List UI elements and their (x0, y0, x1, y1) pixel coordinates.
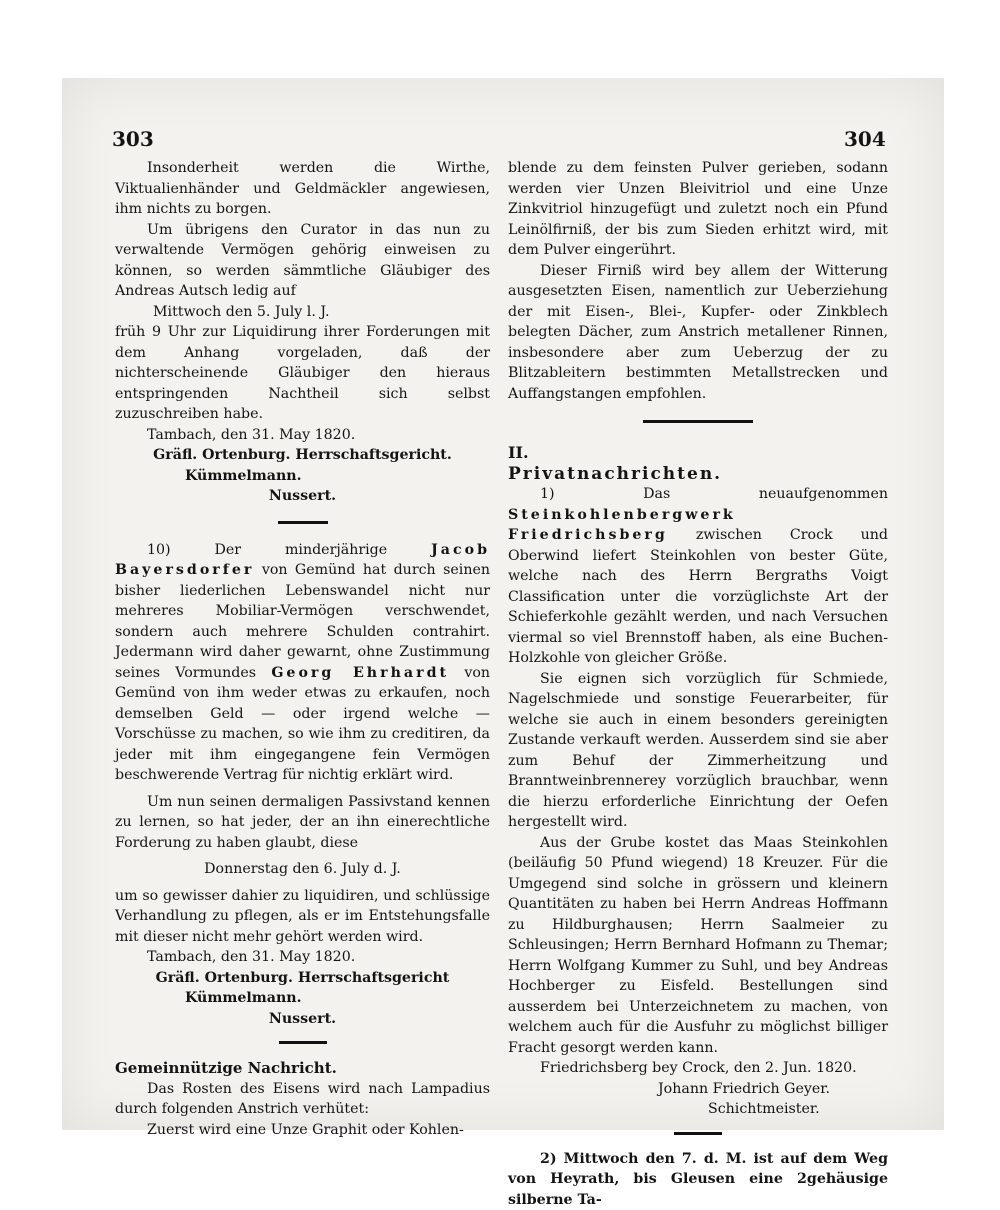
page-number-right: 304 (844, 127, 886, 151)
notice-10-text-2: von Gemünd von ihm weder etwas zu erkaufen, noch demselben Geld — oder irgend welche — Vorschüsse zu machen, so wie ihm zu creditiren, da jeder mit ihm eingegangene fein Vermögen beschwerende Vertrag für nichtig erklärt wird. (115, 665, 490, 784)
left-place-date-1: Tambach, den 31. May 1820. (115, 425, 490, 446)
right-paragraph-2: Dieser Firniß wird bey allem der Witterung ausgesetzten Eisen, namentlich zur Ueberziehung der mit Eisen-, Blei-, Kupfer- oder Zinkblech belegten Dächer, zum Anstrich metallener Rinnen, insbesondere aber zum Ueberzug der zu Blitzableitern bestimmten Metallstrecken und Auffangstangen empfohlen. (508, 261, 888, 405)
notice-10-text: von Gemünd hat durch seinen bisher liederlichen Lebenswandel nicht nur mehreres Mobiliar-Vermögen verschwendet, sondern auch mehrere Schulden contrahirt. Jedermann wird daher gewarnt, ohne Zustimmung seines Vormundes (115, 562, 490, 681)
left-date-2: Donnerstag den 6. July d. J. (115, 859, 490, 880)
left-signature-1b: Nussert. (115, 486, 490, 507)
notice-1-text: zwischen Crock und Oberwind liefert Steinkohlen von bester Güte, welche nach des Herrn Bergraths Voigt Classification unter die vorzüglichste Art der Schieferkohle gezählt werden, und nach Versuchen viermal so viel Brennstoff haben, als eine Buchen-Holzkohle von gleicher Größe. (508, 527, 888, 666)
notice-10-guardian-name: Georg Ehrhardt (271, 665, 449, 681)
left-paragraph-5: um so gewisser dahier zu liquidiren, und schlüssige Verhandlung zu pflegen, als er im Entstehungsfalle mit dieser nicht mehr gehört werden wird. (115, 886, 490, 948)
divider-rule (279, 1041, 327, 1044)
right-signer-title: Schichtmeister. (508, 1099, 888, 1120)
divider-rule (674, 1132, 722, 1135)
left-signature-2a: Kümmelmann. (115, 988, 490, 1009)
right-place-date: Friedrichsberg bey Crock, den 2. Jun. 1820. (508, 1058, 888, 1079)
left-signature-2b: Nussert. (115, 1009, 490, 1030)
divider-rule (278, 521, 328, 524)
right-column (508, 158, 888, 1210)
notice-10 (115, 540, 490, 786)
gemeinnuetzige-paragraph-1: Das Rosten des Eisens wird nach Lampadius durch folgenden Anstrich verhütet: (115, 1079, 490, 1120)
left-signature-1a: Kümmelmann. (115, 466, 490, 487)
section-number: II. (508, 443, 888, 464)
left-column (115, 158, 490, 1140)
notice-10-prefix: 10) Der minderjährige (147, 542, 387, 558)
right-paragraph-3: Sie eignen sich vorzüglich für Schmiede, Nagelschmiede und sonstige Feuerarbeiter, für welche sie auch in einem besonders gereinigten Zustande verkauft werden. Ausserdem sind sie aber zum Behuf der Zimmerheitzung und Branntweinbrennerey vorzüglich brauchbar, wenn die hierzu erforderliche Einrichtung der Oefen hergestellt wird. (508, 669, 888, 833)
left-paragraph-2: Um übrigens den Curator in das nun zu verwaltende Vermögen gehörig einweisen zu können, so werden sämmtliche Gläubiger des Andreas Autsch ledig auf (115, 220, 490, 302)
notice-10-name: Jacob Bayersdorfer (115, 542, 490, 579)
notice-2: 2) Mittwoch den 7. d. M. ist auf dem Weg von Heyrath, bis Gleusen eine 2gehäusige silberne Ta- (508, 1149, 888, 1210)
left-paragraph-1: Insonderheit werden die Wirthe, Viktualienhänder und Geldmäckler angewiesen, ihm nichts zu borgen. (115, 158, 490, 220)
notice-1-mine-name: Steinkohlenbergwerk Friedrichsberg (508, 507, 736, 544)
right-paragraph-4: Aus der Grube kostet das Maas Steinkohlen (beiläufig 50 Pfund wiegend) 18 Kreuzer. Für die Umgegend sind solche in grössern und kleinern Quantitäten zu haben bei Herrn Andreas Hoffmann zu Hildburghausen; Herrn Saalmeier zu Schleusingen; Herrn Bernhard Hofmann zu Themar; Herrn Wolfgang Kummer zu Suhl, und bey Andreas Hochberger zu Eisfeld. Bestellungen sind ausserdem bei Unterzeichnetem zu machen, von welchem auch für die Ausfuhr zu möglichst billiger Fracht gesorgt werden kann. (508, 833, 888, 1059)
section-divider-rule (643, 420, 753, 423)
right-signer-name: Johann Friedrich Geyer. (508, 1079, 888, 1100)
notice-1-prefix: 1) Das neuaufgenommen (540, 486, 888, 502)
left-court-2: Gräfl. Ortenburg. Herrschaftsgericht (115, 968, 490, 989)
left-date-1: Mittwoch den 5. July l. J. (115, 302, 490, 323)
left-paragraph-3: früh 9 Uhr zur Liquidirung ihrer Forderungen mit dem Anhang vorgeladen, daß der nichterscheinende Gläubiger den hieraus entspringenden Nachtheil sich selbst zuzuschreiben habe. (115, 322, 490, 425)
left-paragraph-4: Um nun seinen dermaligen Passivstand kennen zu lernen, so hat jeder, der an ihn einerechtliche Forderung zu haben glaubt, diese (115, 792, 490, 854)
gemeinnuetzige-heading: Gemeinnützige Nachricht. (115, 1058, 490, 1079)
page-number-left: 303 (112, 127, 154, 151)
left-court-1: Gräfl. Ortenburg. Herrschaftsgericht. (115, 445, 490, 466)
left-place-date-2: Tambach, den 31. May 1820. (115, 947, 490, 968)
right-paragraph-1: blende zu dem feinsten Pulver gerieben, sodann werden vier Unzen Bleivitriol und eine Unze Zinkvitriol hinzugefügt und zuletzt noch ein Pfund Leinölfirniß, der bis zum Sieden erhitzt wird, mit dem Pulver eingerührt. (508, 158, 888, 261)
notice-1 (508, 484, 888, 669)
gemeinnuetzige-paragraph-2: Zuerst wird eine Unze Graphit oder Kohlen- (115, 1120, 490, 1141)
section-title: Privatnachrichten. (508, 464, 888, 485)
